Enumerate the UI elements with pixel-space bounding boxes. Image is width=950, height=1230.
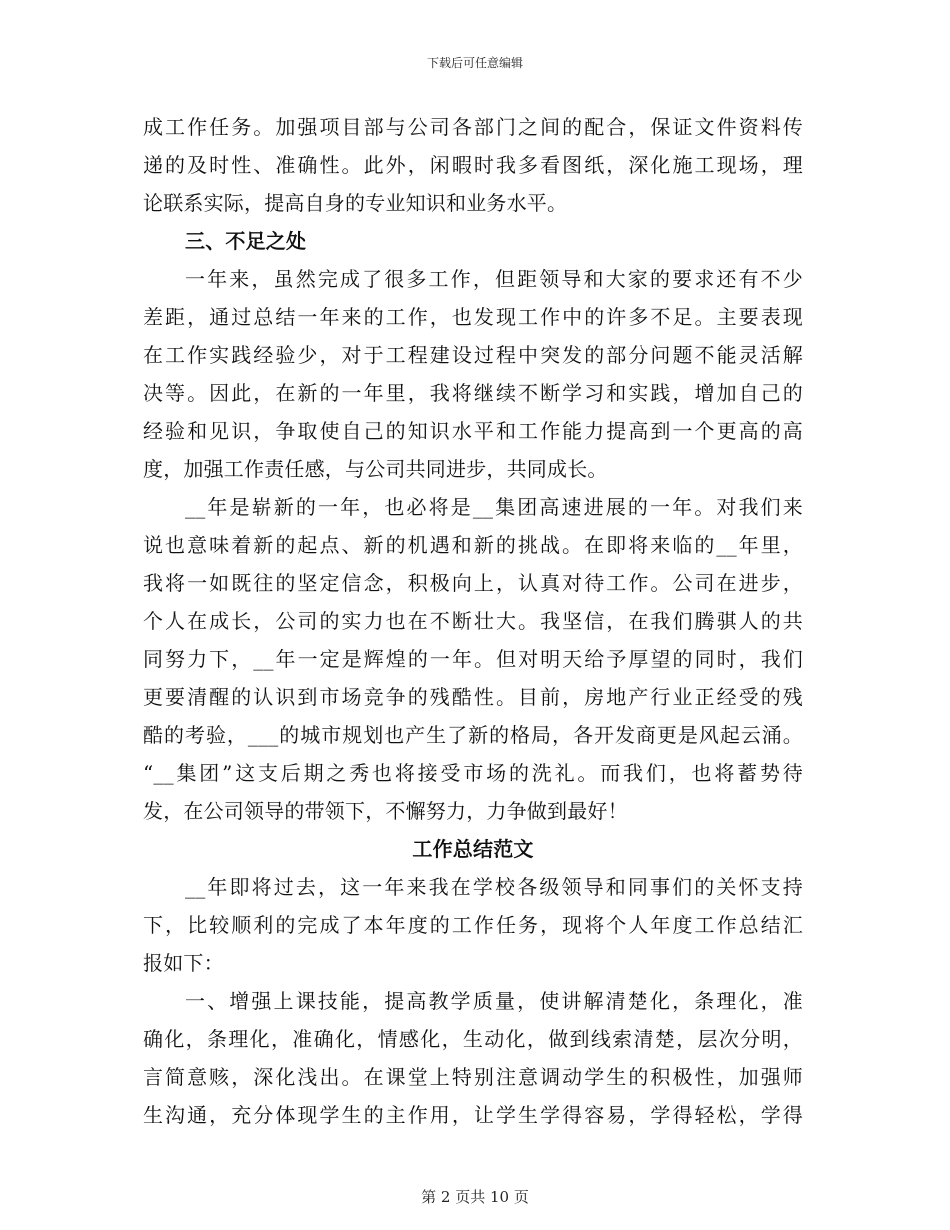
text-line: __年是崭新的一年，也必将是__集团高速进展的一年。对我们来 <box>185 495 803 519</box>
text-line: 成工作任务。加强项目部与公司各部门之间的配合，保证文件资料传 <box>143 115 803 139</box>
section-heading: 三、不足之处 <box>185 229 307 253</box>
document-body <box>143 108 803 1134</box>
text-line: 度，加强工作责任感，与公司共同进步，共同成长。 <box>143 457 608 481</box>
text-line: 经验和见识，争取使自己的知识水平和工作能力提高到一个更高的高 <box>143 419 803 443</box>
text-line: 一、增强上课技能，提高教学质量，使讲解清楚化，条理化，准 <box>185 989 803 1013</box>
text-line: 酷的考验，___的城市规划也产生了新的格局，各开发商更是风起云涌。 <box>143 723 803 747</box>
text-line: 递的及时性、准确性。此外，闲暇时我多看图纸，深化施工现场，理 <box>143 153 803 177</box>
text-line: 差距，通过总结一年来的工作，也发现工作中的许多不足。主要表现 <box>143 305 803 329</box>
text-line: 在工作实践经验少，对于工程建设过程中突发的部分问题不能灵活解 <box>143 343 803 367</box>
document-title: 工作总结范文 <box>412 837 534 861</box>
text-line: 生沟通，充分体现学生的主作用，让学生学得容易，学得轻松，学得 <box>143 1103 803 1127</box>
text-line: 下，比较顺利的完成了本年度的工作任务，现将个人年度工作总结汇 <box>143 913 803 937</box>
page-header: 下载后可任意编辑 <box>426 56 523 70</box>
text-line: 发，在公司领导的带领下，不懈努力，力争做到最好！ <box>143 799 628 823</box>
text-line: 报如下： <box>143 951 224 975</box>
text-line: 确化，条理化，准确化，情感化，生动化，做到线索清楚，层次分明， <box>143 1027 803 1051</box>
text-line: 说也意味着新的起点、新的机遇和新的挑战。在即将来临的__年里， <box>143 533 803 557</box>
text-line: 个人在成长，公司的实力也在不断壮大。我坚信，在我们腾骐人的共 <box>143 609 803 633</box>
text-line: 我将一如既往的坚定信念，积极向上，认真对待工作。公司在进步， <box>143 571 803 595</box>
text-line: 决等。因此，在新的一年里，我将继续不断学习和实践，增加自己的 <box>143 381 803 405</box>
text-line: “__集团”这支后期之秀也将接受市场的洗礼。而我们，也将蓄势待 <box>143 761 803 785</box>
page-footer: 第 2 页共 10 页 <box>421 1188 529 1206</box>
text-line: 言简意赅，深化浅出。在课堂上特别注意调动学生的积极性，加强师 <box>143 1065 803 1089</box>
text-line: __年即将过去，这一年来我在学校各级领导和同事们的关怀支持 <box>185 875 803 899</box>
text-line: 同努力下，__年一定是辉煌的一年。但对明天给予厚望的同时，我们 <box>143 647 803 671</box>
text-line: 更要清醒的认识到市场竞争的残酷性。目前，房地产行业正经受的残 <box>143 685 803 709</box>
text-line: 一年来，虽然完成了很多工作，但距领导和大家的要求还有不少 <box>185 267 803 291</box>
text-line: 论联系实际，提高自身的专业知识和业务水平。 <box>143 191 568 215</box>
